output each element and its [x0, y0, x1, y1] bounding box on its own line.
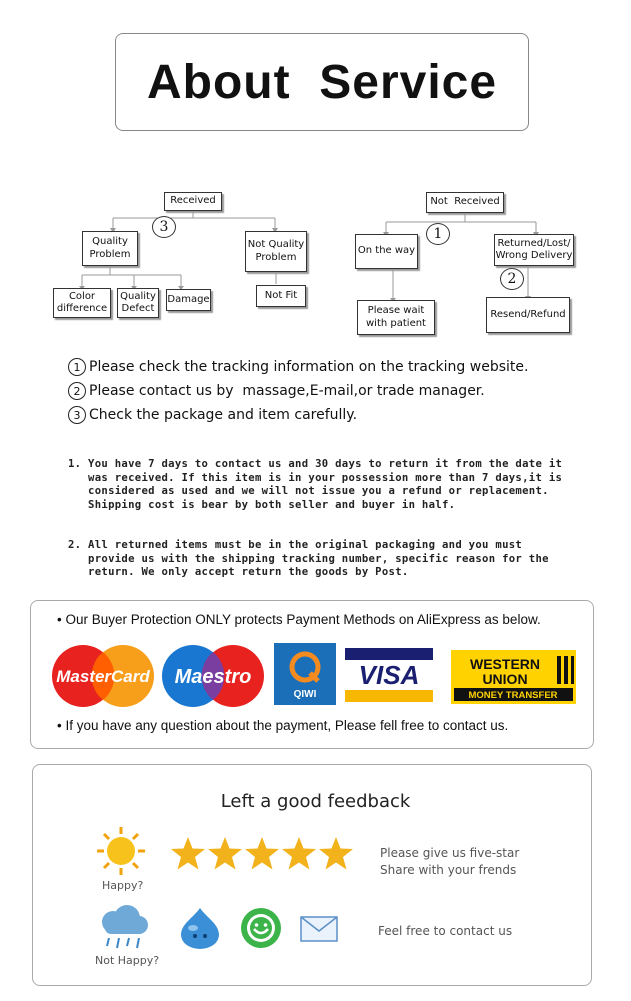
five-star-text: [380, 845, 519, 879]
qiwi-icon: [274, 643, 336, 705]
rain-cloud-icon: [93, 904, 153, 952]
visa-label: VISA: [358, 660, 420, 690]
sun-icon: [93, 825, 149, 877]
mastercard-label: MasterCard: [56, 667, 150, 686]
water-drop-icon[interactable]: [179, 906, 221, 950]
step-1-number: 1: [68, 358, 86, 376]
chat-icon[interactable]: [240, 907, 282, 949]
maestro-label: Maestro: [174, 666, 252, 688]
flow-quality-problem: Quality Problem: [82, 231, 138, 266]
not-happy-label: Not Happy?: [95, 954, 160, 967]
flow-on-the-way: On the way: [355, 234, 418, 269]
qiwi-label: QIWI: [293, 689, 317, 700]
star-icon: [171, 837, 205, 870]
mastercard-icon: [51, 644, 155, 708]
flow-returned-lost: Returned/Lost/ Wrong Delivery: [494, 234, 574, 266]
step-2-number: 2: [68, 382, 86, 400]
western-union-icon: [451, 650, 576, 704]
flow-color-difference: Color difference: [53, 288, 111, 318]
step-1-text: Please check the tracking information on the tracking website.: [89, 359, 529, 375]
star-icon: [282, 837, 316, 870]
star-icon: [319, 837, 353, 870]
star-icon: [208, 837, 242, 870]
feedback-title: Left a good feedback: [220, 791, 411, 812]
step-2: [68, 382, 485, 400]
step-2-text: Please contact us by massage,E-mail,or trade manager.: [89, 383, 485, 399]
email-icon[interactable]: [300, 916, 338, 942]
flow-damage: Damage: [166, 289, 211, 311]
flow-step-3-circle: 3: [152, 216, 176, 238]
flow-please-wait: Please wait with patient: [357, 300, 435, 335]
happy-label: Happy?: [102, 879, 144, 892]
star-icon: [245, 837, 279, 870]
payment-note-top: • Our Buyer Protection ONLY protects Payment Methods on AliExpress as below.: [57, 612, 541, 627]
five-stars: [170, 836, 354, 872]
policy-1: 1. You have 7 days to contact us and 30 days to return it from the date it was received. If this item is in your possession more than 7 days,it is considered as used and we will not issue you a refund or replacement. Shipping cost is bear by both seller and buyer in half.: [68, 458, 563, 511]
flow-received: Received: [164, 192, 222, 211]
policy-2: 2. All returned items must be in the original packaging and you must provide us with the shipping tracking number, specific reason for the return. We only accept return the goods by Post.: [68, 539, 549, 578]
payment-note-bottom: • If you have any question about the payment, Please fell free to contact us.: [57, 718, 509, 733]
flow-step-2-circle: 2: [500, 268, 524, 290]
flow-quality-defect: Quality Defect: [117, 288, 159, 318]
visa-icon: [345, 648, 433, 702]
contact-text: Feel free to contact us: [378, 924, 513, 938]
page-title: About Service: [146, 55, 498, 109]
flow-not-quality-problem: Not Quality Problem: [245, 231, 307, 272]
flow-not-received: Not Received: [426, 192, 504, 213]
five-star-line1: Please give us five-star: [380, 846, 520, 860]
wu-line3: MONEY TRANSFER: [468, 690, 558, 701]
step-3-number: 3: [68, 406, 86, 424]
step-1: [68, 358, 528, 376]
flow-not-fit: Not Fit: [256, 285, 306, 307]
wu-line2: UNION: [482, 671, 528, 687]
maestro-icon: [161, 644, 265, 708]
step-3-text: Check the package and item carefully.: [89, 407, 358, 423]
wu-line1: WESTERN: [470, 656, 540, 672]
five-star-line2: Share with your frends: [380, 863, 517, 877]
step-3: [68, 406, 357, 424]
flow-step-1-circle: 1: [426, 223, 450, 245]
flow-resend-refund: Resend/Refund: [486, 297, 570, 333]
